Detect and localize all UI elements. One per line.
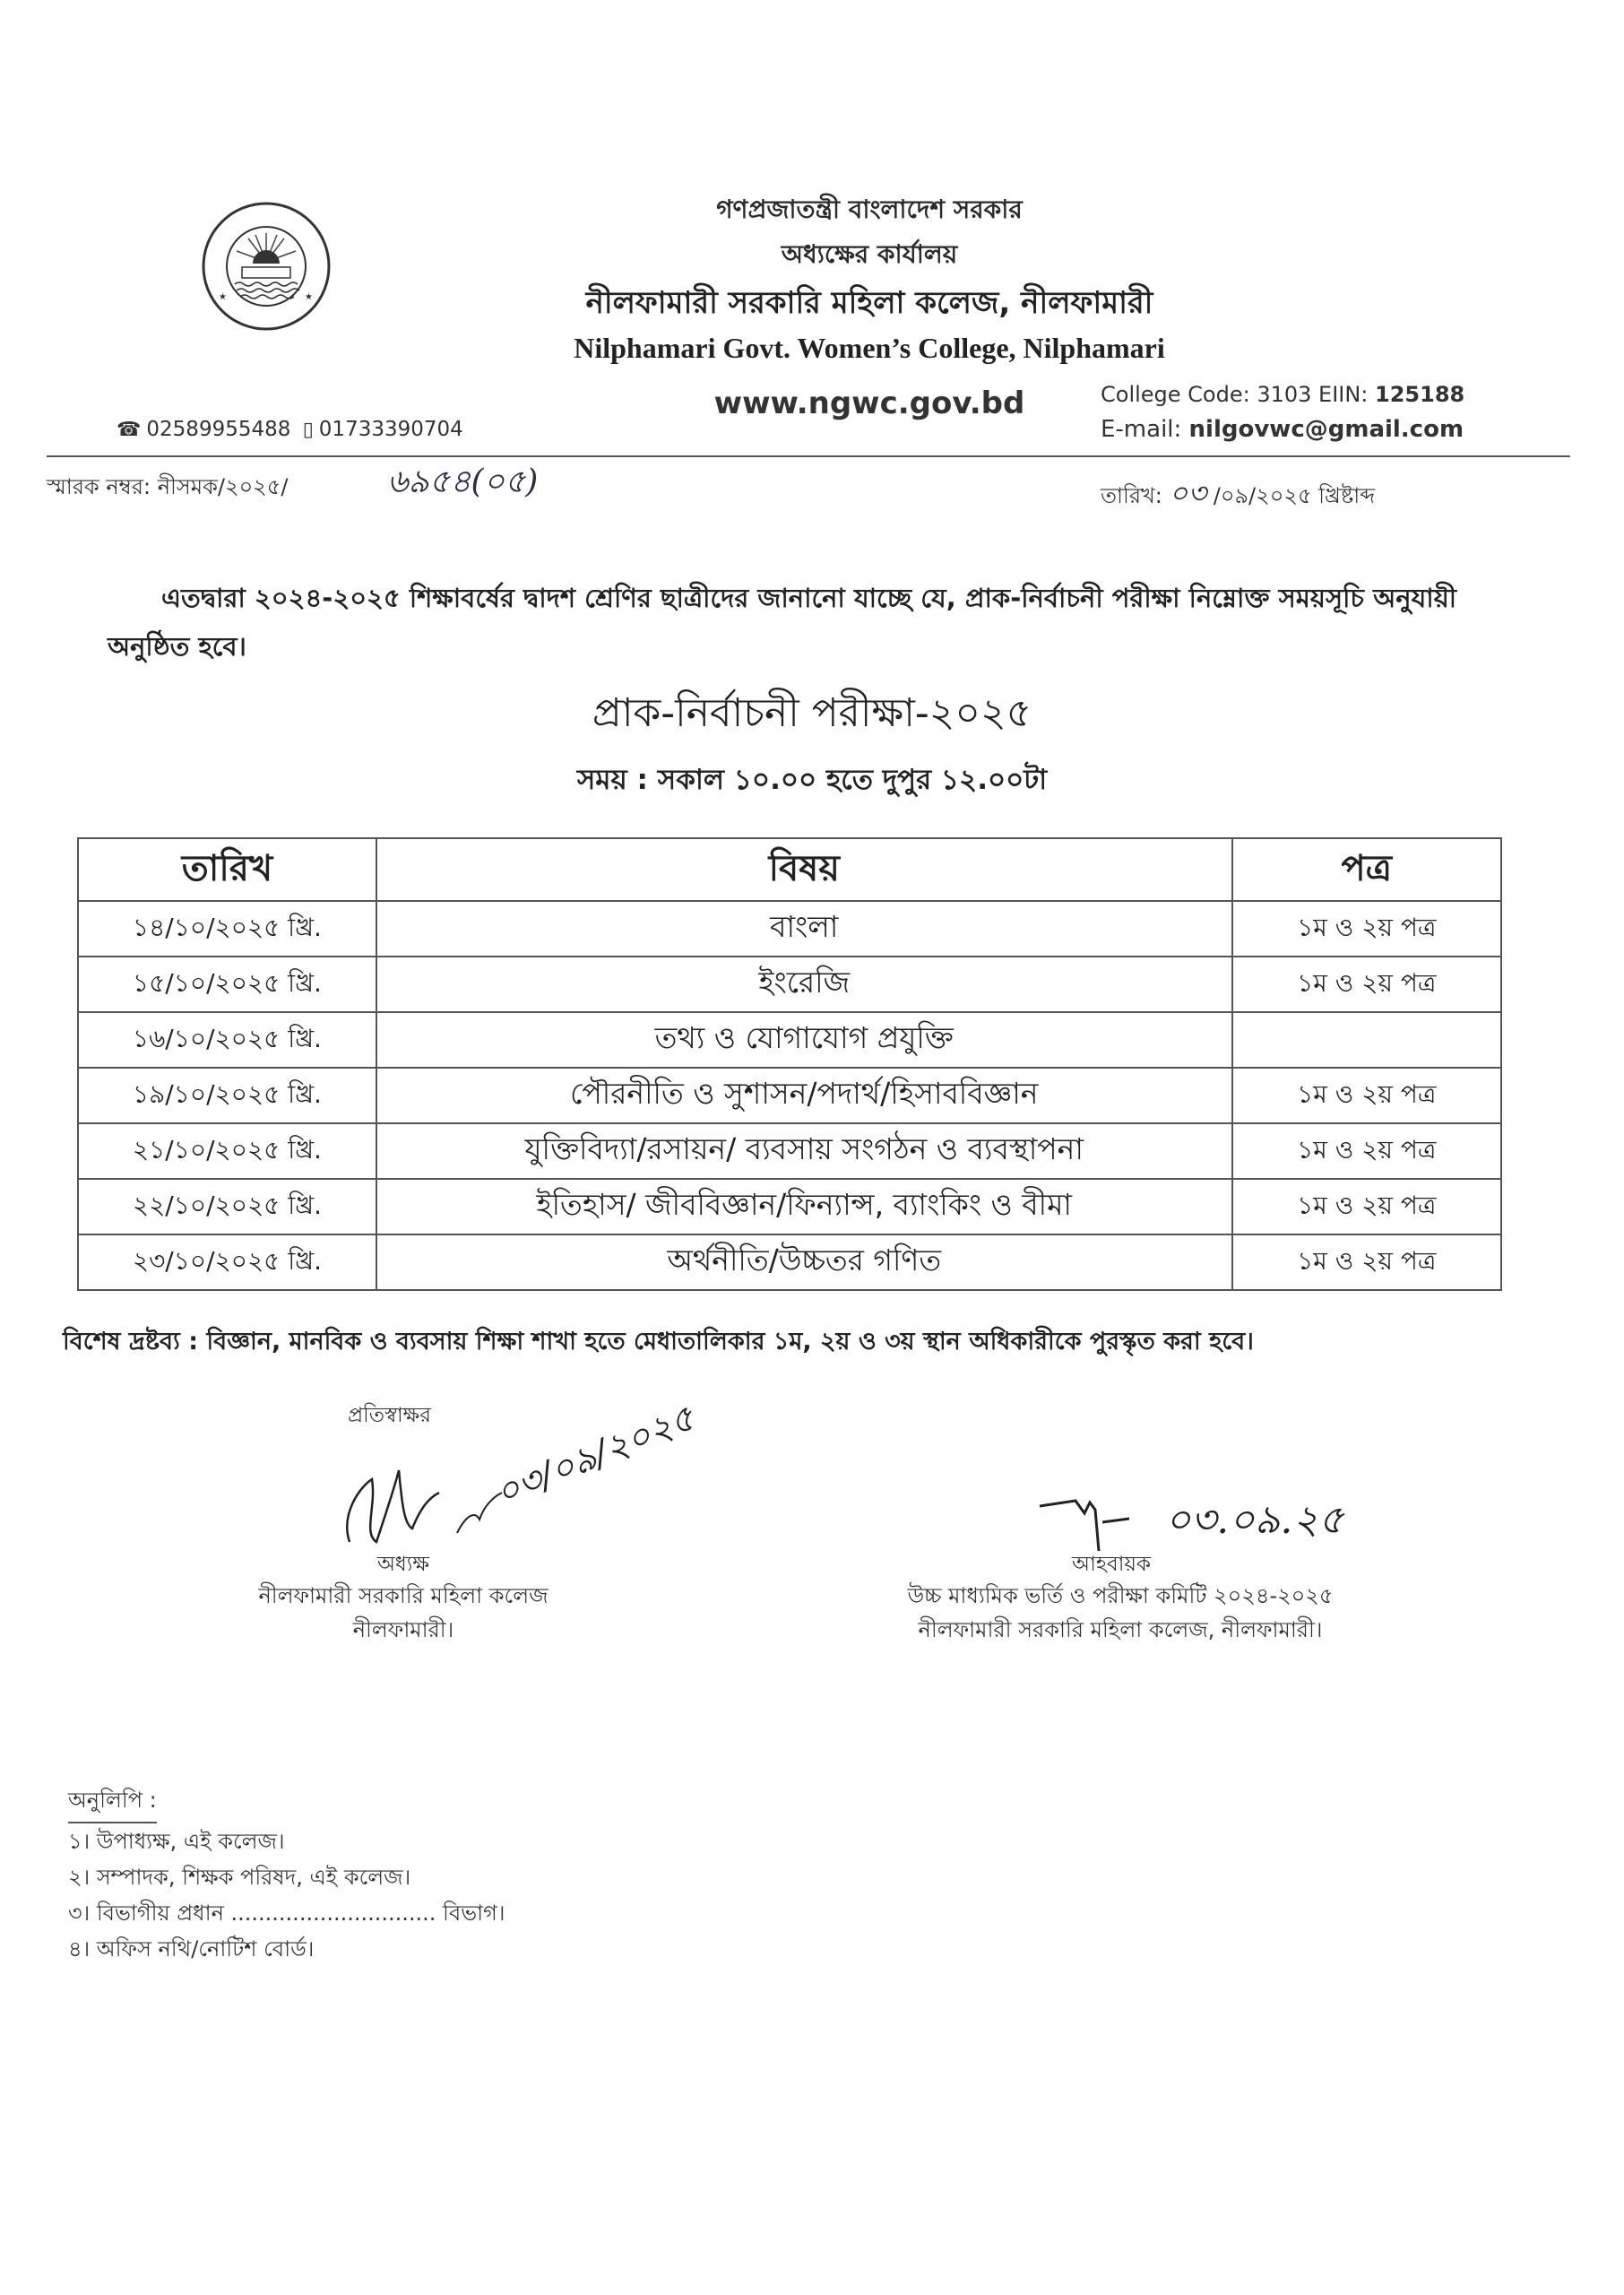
cell-date: ২৩/১০/২০২৫ খ্রি. xyxy=(78,1234,376,1290)
column-header-subject: বিষয় xyxy=(376,838,1232,901)
principal-signature xyxy=(323,1407,735,1551)
table-row xyxy=(78,1179,1501,1234)
exam-schedule-table xyxy=(77,837,1502,1291)
convener-handwritten-date: ০৩.০৯.২৫ xyxy=(1165,1497,1344,1543)
college-code xyxy=(1101,382,1464,407)
principal-handwritten-date: ০৩/০৯/২০২৫ xyxy=(489,1407,701,1515)
cell-subject: অর্থনীতি/উচ্চতর গণিত xyxy=(376,1234,1232,1290)
cell-date: ২১/১০/২০২৫ খ্রি. xyxy=(78,1123,376,1179)
cell-paper xyxy=(1232,1012,1501,1068)
svg-text:★: ★ xyxy=(305,292,313,302)
cell-subject: পৌরনীতি ও সুশাসন/পদার্থ/হিসাববিজ্ঞান xyxy=(376,1068,1232,1123)
mobile-phone-icon: ▯ xyxy=(302,419,314,441)
cell-date: ১৯/১০/২০২৫ খ্রি. xyxy=(78,1068,376,1123)
table-row xyxy=(78,957,1501,1012)
mobile-number: 01733390704 xyxy=(318,418,463,441)
cell-date: ১৪/১০/২০২৫ খ্রি. xyxy=(78,901,376,957)
table-row xyxy=(78,1068,1501,1123)
exam-time: সময় : সকাল ১০.০০ হতে দুপুর ১২.০০টা xyxy=(576,764,1048,796)
memo-date-label: তারিখ: xyxy=(1101,483,1162,508)
cell-subject: বাংলা xyxy=(376,901,1232,957)
principal-district: নীলফামারী। xyxy=(352,1617,454,1642)
exam-title: প্রাক-নির্বাচনী পরীক্ষা-২০২৫ xyxy=(592,690,1032,736)
memo-date-day-handwritten: ০৩ xyxy=(1169,476,1207,510)
cell-date: ২২/১০/২০২৫ খ্রি. xyxy=(78,1179,376,1234)
column-header-paper: পত্র xyxy=(1232,838,1501,901)
table-row xyxy=(78,1234,1501,1290)
copy-item: ৪। অফিস নথি/নোটিশ বোর্ড। xyxy=(68,1936,315,1962)
government-name: গণপ্রজাতন্ত্রী বাংলাদেশ সরকার xyxy=(716,195,1023,224)
college-code-label: College Code: 3103 EIIN: xyxy=(1101,382,1376,407)
copy-item: ১। উপাধ্যক্ষ, এই কলেজ। xyxy=(68,1829,285,1854)
cell-paper: ১ম ও ২য় পত্র xyxy=(1232,1234,1501,1290)
cell-date: ১৫/১০/২০২৫ খ্রি. xyxy=(78,957,376,1012)
special-note: বিশেষ দ্রষ্টব্য : বিজ্ঞান, মানবিক ও ব্যবসায় শিক্ষা শাখা হতে মেধাতালিকার ১ম, ২য় ও ৩য় স্থান অধিকারীকে পুরস্কৃত করা হবে। xyxy=(63,1328,1254,1355)
memo-date xyxy=(1101,471,1375,519)
cell-date: ১৬/১০/২০২৫ খ্রি. xyxy=(78,1012,376,1068)
college-seal-icon xyxy=(199,199,333,333)
cell-paper: ১ম ও ২য় পত্র xyxy=(1232,901,1501,957)
email-label: E-mail: xyxy=(1101,416,1189,443)
copy-item: ৩। বিভাগীয় প্রধান .............................. বিভাগ। xyxy=(68,1901,505,1926)
website-link[interactable]: www.ngwc.gov.bd xyxy=(713,385,1025,421)
phone-number: 02589955488 xyxy=(146,418,291,441)
svg-text:★: ★ xyxy=(219,292,227,302)
cell-subject: তথ্য ও যোগাযোগ প্রযুক্তি xyxy=(376,1012,1232,1068)
countersign-label: প্রতিস্বাক্ষর xyxy=(348,1404,431,1427)
telephone-icon: ☎ xyxy=(117,419,142,441)
convener-committee: উচ্চ মাধ্যমিক ভর্তি ও পরীক্ষা কমিটি ২০২৪-২০২৫ xyxy=(907,1583,1334,1608)
cell-paper: ১ম ও ২য় পত্র xyxy=(1232,1179,1501,1234)
cell-subject: যুক্তিবিদ্যা/রসায়ন/ ব্যবসায় সংগঠন ও ব্যবস্থাপনা xyxy=(376,1123,1232,1179)
convener-title: আহবায়ক xyxy=(1071,1553,1152,1576)
contact-phones xyxy=(117,418,463,441)
intro-paragraph: এতদ্বারা ২০২৪-২০২৫ শিক্ষাবর্ষের দ্বাদশ শ্রেণির ছাত্রীদের জানানো যাচ্ছে যে, প্রাক-নির্বাচনী পরীক্ষা নিম্নোক্ত সময়সূচি অনুযায়ী অনুষ্ঠিত হবে। xyxy=(108,583,1457,662)
memo-number-label: স্মারক নম্বর: নীসমক/২০২৫/ xyxy=(47,474,289,499)
memo-number-handwritten: ৬৯৫৪(০৫) xyxy=(387,463,539,500)
office-name: অধ্যক্ষের কার্যালয় xyxy=(781,239,958,269)
college-name-english: Nilphamari Govt. Women’s College, Nilphamari xyxy=(574,332,1165,364)
principal-title: অধ্যক্ষ xyxy=(376,1553,430,1576)
cell-paper: ১ম ও ২য় পত্র xyxy=(1232,1068,1501,1123)
college-name-bangla: নীলফামারী সরকারি মহিলা কলেজ, নীলফামারী xyxy=(585,285,1153,321)
column-header-date: তারিখ xyxy=(78,838,376,901)
table-row xyxy=(78,901,1501,957)
eiin-number: 125188 xyxy=(1375,382,1465,407)
table-row xyxy=(78,1123,1501,1179)
header-divider xyxy=(47,455,1570,457)
cell-paper: ১ম ও ২য় পত্র xyxy=(1232,1123,1501,1179)
table-row xyxy=(78,1012,1501,1068)
cell-paper: ১ম ও ২য় পত্র xyxy=(1232,957,1501,1012)
memo-number xyxy=(47,471,288,507)
convener-college: নীলফামারী সরকারি মহিলা কলেজ, নীলফামারী। xyxy=(918,1617,1323,1642)
cell-subject: ইতিহাস/ জীববিজ্ঞান/ফিন্যান্স, ব্যাংকিং ও বীমা xyxy=(376,1179,1232,1234)
email-address[interactable]: nilgovwc@gmail.com xyxy=(1188,416,1464,443)
principal-college: নীলফামারী সরকারি মহিলা কলেজ xyxy=(258,1583,549,1608)
copies-heading: অনুলিপি : xyxy=(68,1784,157,1823)
table-header-row xyxy=(78,838,1501,901)
memo-date-rest: /০৯/২০২৫ খ্রিষ্টাব্দ xyxy=(1213,483,1376,508)
cell-subject: ইংরেজি xyxy=(376,957,1232,1012)
college-email xyxy=(1101,416,1464,443)
copy-item: ২। সম্পাদক, শিক্ষক পরিষদ, এই কলেজ। xyxy=(68,1865,411,1890)
